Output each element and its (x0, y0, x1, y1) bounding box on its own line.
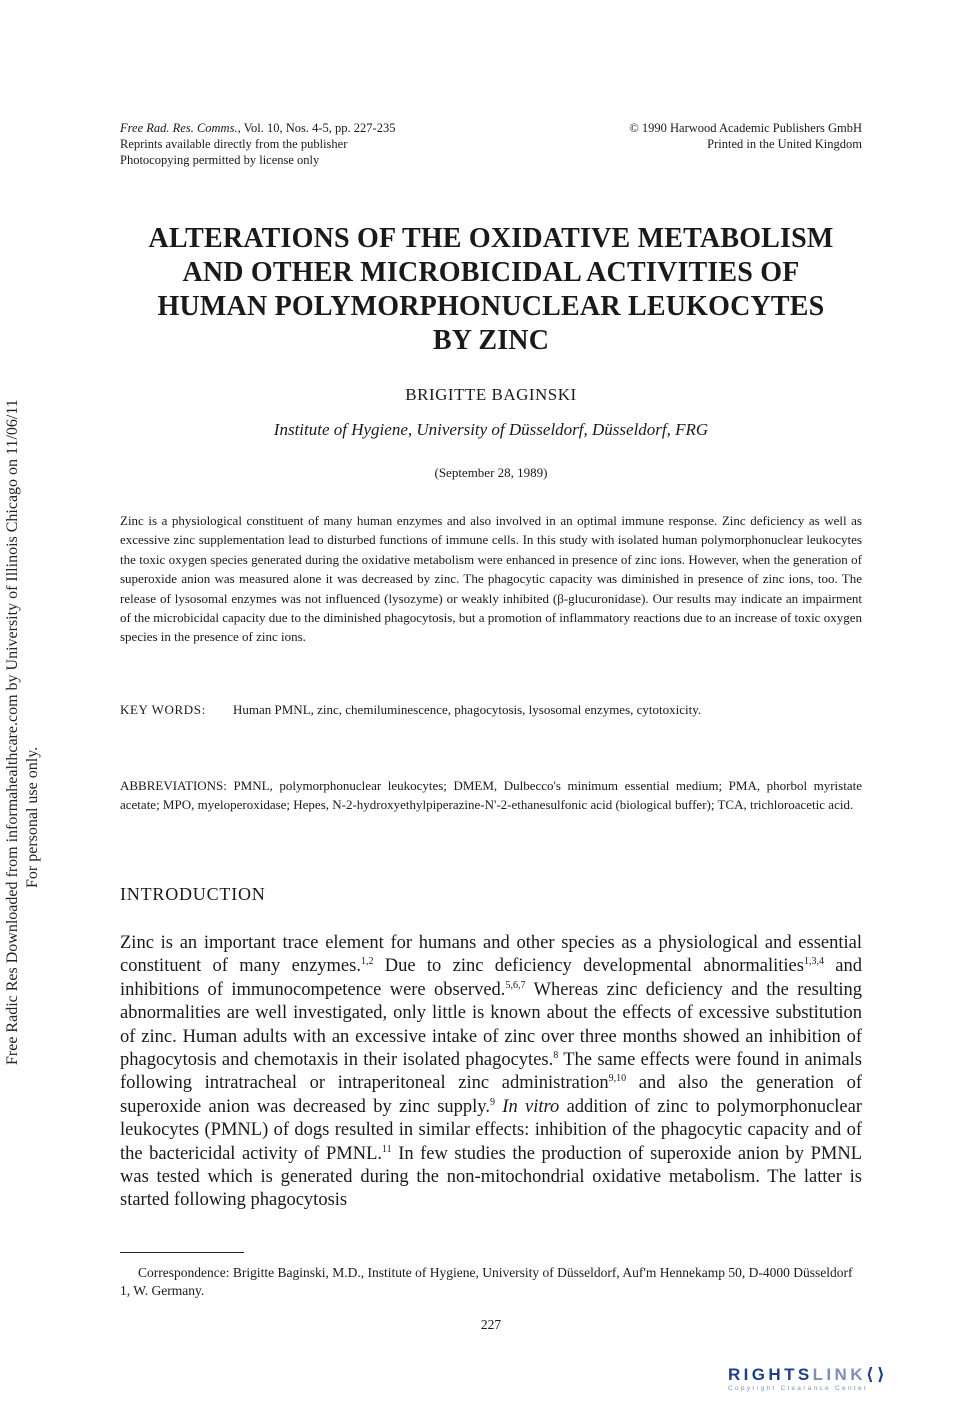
reference-marker: 9,10 (608, 1073, 627, 1085)
correspondence-footnote: Correspondence: Brigitte Baginski, M.D., Institute of Hygiene, University of Düsseldorf, Auf'm Hennekamp 50, D-4000 Düsseldorf 1, W. Germany. (120, 1265, 853, 1298)
copyright-line: © 1990 Harwood Academic Publishers GmbH (629, 121, 862, 135)
intro-text: The same effects were found in animals following intratracheal or intraperitoneal zinc administration (120, 1050, 863, 1094)
abbreviations: ABBREVIATIONS: PMNL, polymorphonuclear leukocytes; DMEM, Dulbecco's minimum essential medium; PMA, phorbol myristate acetate; MPO, myeloperoxidase; Hepes, N-2-hydroxyethylpiperazine-N'-2-ethanesulfonic acid (biological buffer); TCA, trichloroacetic acid. (120, 778, 862, 813)
reference-marker: 5,6,7 (505, 979, 526, 991)
intro-text: Whereas zinc deficiency and the resulting abnormalities are well investigated, only little is known about the effects of excessive substitution of zinc. Human adults with an excessive intake of zinc over three months showed an inhibition of phagocytosis and chemotaxis in their isolated phagocytes. (120, 979, 862, 1071)
intro-text: Zinc is an important trace element for humans and other species as a physiological and essential constituent of many enzymes. (120, 933, 862, 977)
journal-header (120, 120, 395, 168)
reference-marker: 8 (553, 1049, 559, 1061)
footnote-divider (120, 1252, 244, 1253)
intro-italic-text: In vitro (494, 1096, 560, 1117)
keywords-text: Human PMNL, zinc, chemiluminescence, phagocytosis, lysosomal enzymes, cytotoxicity. (233, 702, 702, 717)
author-name: BRIGITTE BAGINSKI (405, 385, 577, 404)
photocopying-note: Photocopying permitted by license only (120, 153, 320, 167)
reference-marker: 1,2 (360, 956, 374, 968)
title-line: HUMAN POLYMORPHONUCLEAR LEUKOCYTES (157, 291, 825, 322)
rightslink-wordmark (728, 1365, 958, 1385)
printed-line: Printed in the United Kingdom (707, 137, 862, 151)
logo-dark-text: RIGHTS (728, 1365, 813, 1384)
introduction-paragraph (120, 932, 862, 1213)
title-line: AND OTHER MICROBICIDAL ACTIVITIES OF (182, 257, 800, 288)
publisher-header (629, 120, 862, 152)
title-line: BY ZINC (432, 325, 550, 356)
reference-marker: 1,3,4 (803, 956, 824, 968)
abstract: Zinc is a physiological constituent of many human enzymes and also involved in an optimal immune response. Zinc deficiency as well as excessive zinc supplementation lead to disturbed functions of immune cells. In this study with isolated human polymorphonuclear leukocytes the toxic oxygen species generated during the oxidative metabolism were enhanced in presence of zinc ions. However, when the generation of superoxide anion was measured alone it was decreased by zinc. The phagocytic capacity was diminished in presence of zinc ions, too. The release of lysosomal enzymes was not influenced (lysozyme) or weakly inhibited (β-glucuronidase). Our results may indicate an impairment of the microbicidal capacity due to the diminished phagocytosis, but a promotion of inflammatory reactions due to an increase of toxic oxygen species in the presence of zinc ions. (120, 513, 862, 645)
title-line: ALTERATIONS OF THE OXIDATIVE METABOLISM (148, 223, 834, 254)
intro-text: and also the generation of superoxide anion was decreased by zinc supply. (120, 1073, 862, 1117)
journal-volume: , Vol. 10, Nos. 4-5, pp. 227-235 (237, 121, 396, 135)
paper-title (120, 222, 862, 358)
intro-text: In few studies the production of superoxide anion by PMNL was tested which is generated during the non-mitochondrial oxidative metabolism. The latter is started following phagocytosis (120, 1143, 862, 1211)
keywords-label: KEY WORDS: (120, 702, 206, 717)
rightslink-logo[interactable] (728, 1365, 958, 1405)
keywords (120, 700, 862, 719)
download-notice (0, 368, 44, 1068)
page-number: 227 (480, 1317, 502, 1332)
personal-use-notice: For personal use only. (24, 746, 41, 888)
affiliation: Institute of Hygiene, University of Düsseldorf, Düsseldorf, FRG (273, 420, 709, 439)
intro-text: and inhibitions of immunocompetence were observed. (120, 956, 863, 1000)
reference-marker: 9 (489, 1096, 495, 1108)
logo-symbol-icon: ⟨⟩ (865, 1365, 889, 1384)
received-date: (September 28, 1989) (434, 465, 548, 480)
download-notice-line: Free Radic Res Downloaded from informahealthcare.com by University of Illinois Chicago on 11/06/11 (4, 399, 21, 1065)
logo-light-text: LINK (812, 1365, 866, 1384)
journal-name: Free Rad. Res. Comms. (120, 121, 238, 135)
reference-marker: 11 (382, 1143, 392, 1155)
journal-citation (120, 120, 395, 136)
intro-text: addition of zinc to polymorphonuclear leukocytes (PMNL) of dogs resulted in similar effects: inhibition of the phagocytic capacity and of the bactericidal activity of PMNL. (120, 1096, 862, 1164)
section-heading: INTRODUCTION (120, 884, 266, 904)
intro-text: Due to zinc deficiency developmental abnormalities (373, 956, 804, 977)
logo-subtitle: Copyright Clearance Center (728, 1385, 869, 1392)
reprints-note: Reprints available directly from the publisher (120, 137, 348, 151)
